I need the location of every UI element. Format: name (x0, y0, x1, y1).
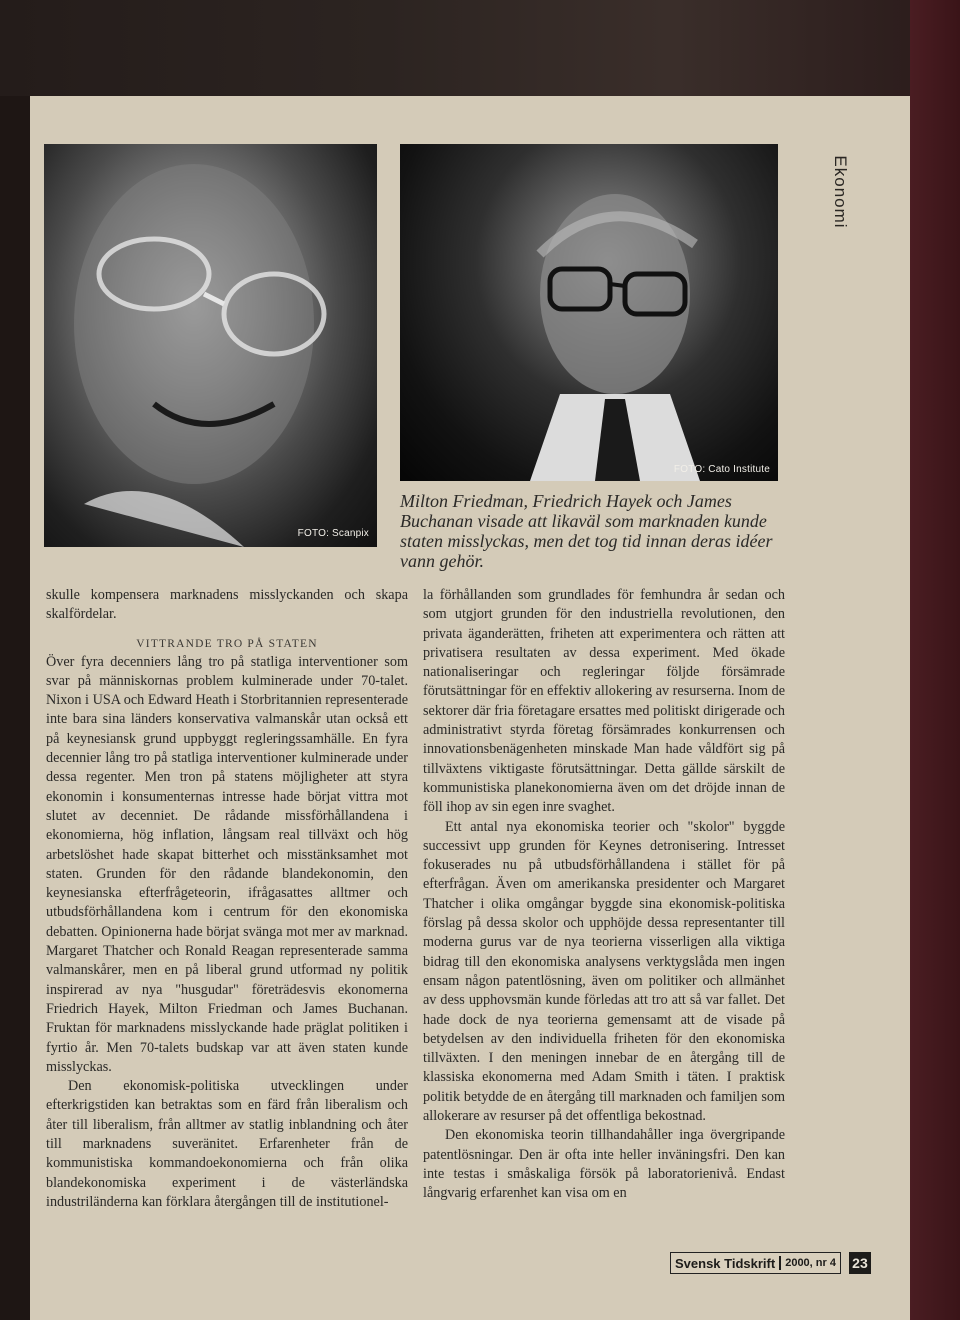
portrait-photo-left (44, 144, 377, 547)
photo-caption: Milton Friedman, Friedrich Hayek och James Buchanan visade att likaväl som marknaden kunde staten misslyckas, men det tog tid innan deras idéer vann gehör. (400, 491, 773, 571)
photo-credit-right: FOTO: Cato Institute (673, 464, 770, 475)
portrait-photo-right (400, 144, 778, 481)
portrait-left-illustration (44, 144, 377, 547)
background-top-band (0, 0, 960, 96)
subheading: VITTRANDE TRO PÅ STATEN (136, 637, 318, 650)
magazine-footer-label (670, 1252, 841, 1274)
background-right-band (910, 0, 960, 1320)
page-footer (670, 1252, 871, 1274)
paragraph: Den ekonomiska teorin tillhandahåller inga övergripande patentlösningar. Den är ofta inte heller inväningsfri. Den kan inte testas i småskaliga försök på laboratorienivå. Endast långvarig erfarenhet kan visa om en (423, 1127, 785, 1202)
paragraph: Den ekonomisk-politiska utvecklingen under efterkrigstiden kan betraktas som en färd från liberalism och åter till liberalism, från alltmer av statlig inblandning och åter till marknadens suveränitet. Erfarenheter från de kommunistiska kommandoekonomierna och från olika blandekonomiska experiment i de västerländska industriländerna kan förklara återgången till de institutionel- (46, 1078, 408, 1210)
section-label-text: Ekonomi (831, 155, 850, 229)
article-column-left (46, 586, 408, 1212)
issue-label: 2000, nr 4 (785, 1257, 836, 1269)
magazine-title: Svensk Tidskrift (675, 1255, 776, 1271)
photo-credit-left: FOTO: Scanpix (297, 528, 369, 539)
paragraph: Ett antal nya ekonomiska teorier och "skolor" byggde successivt upp grunden för Keynes detronisering. Intresset fokuserades nu på utbudsförhållandena i stället för på efterfrågan. Även om amerikanska presidenter och Margaret Thatcher i olika omgångar byggde sina ekonomisk-politiska förslag på dessa skolor och upphöjde dessa representanter till moderna gurus var de nya teorierna visserligen alla viktiga bidrag till den ekonomiska analysens verktygslåda men ingen ensam någon patentlösning, även om politiker och allmänhet av dess upphovsmän kunde förledas att tro att så var fallet. Det hade dock de nya teorierna gemensamt att de visade på betydelsen av den individuella friheten för den ekonomiska tillväxten. I den meningen innebar de en återgång till de klassiska ekonomerna med Adam Smith i täten. I praktisk politik betydde de en återgång till marknaden och familjen som allokerare av resurser på det offentliga bekostnad. (423, 818, 785, 1125)
footer-separator (779, 1256, 781, 1270)
paragraph: skulle kompensera marknadens misslyckanden och skapa skalfördelar. (46, 587, 408, 623)
portrait-right-illustration (400, 144, 778, 481)
paragraph: Över fyra decenniers lång tro på statliga interventioner som svar på människornas problem kulminerade under 70-talet. Nixon i USA och Edward Heath i Storbritannien representerade inte bara sina länders konservativa valmanskår utan också ett på keynesiansk grund uppbyggt regleringssamhälle. En fyra decennier lång tro på statliga interventioner kulminerade under dessa regenter. Men tron på statens möjligheter att styra ekonomin i konsumenternas intresse hade börjat vittra mot slutet av decenniet. De rådande missförhållandena i ekonomierna, hög inflation, långsam real tillväxt och hög arbetslöshet hade skapat bitterhet och misstänksamhet mot staten. Grunden för den rådande blandekonomin, den keynesianska efterfrågeteorin, ifrågasattes alltmer och utbudsförhållandena kom i centrum för den ekonomiska debatten. Opinionerna hade börjat svänga mot mer av marknad. Margaret Thatcher och Ronald Reagan representerade samma valmanskårer, men en på liberal grund utformad ny politik inspirerad av nya "husgudar" företrädesvis ekonomerna Friedrich Hayek, Milton Friedman och James Buchanan. Fruktan för marknadens misslyckande hade präglat politiken i fyrtio år. Men 70-talets budskap var att även staten kunde misslyckas. (46, 653, 408, 1075)
page-number: 23 (849, 1252, 871, 1274)
paragraph: la förhållanden som grundlades för femhundra år sedan och som utgjort grunden för den industriella revolutionen, den privata äganderätten, friheten att experimentera och rätten att privatisera resultaten av dessa experiment. Med ökade nationaliseringar och regleringar följde försämrade förutsättningar för en effektiv allokering av resurserna. Inom de sektorer där fria företagare ersattes med politiskt dirigerade och administrativt styrda företag försämrades konkurrensen och innovationsbenägenheten minskade Man hade våldfört sig på tillväxtens viktigaste förutsättningar. Detta gällde särskilt de kommunistiska planekonomierna även om det dröjde innan de föll ihop av sin egen inre svaghet. (423, 587, 785, 816)
section-label (825, 142, 855, 252)
article-column-right (423, 586, 785, 1204)
magazine-page (30, 96, 910, 1320)
